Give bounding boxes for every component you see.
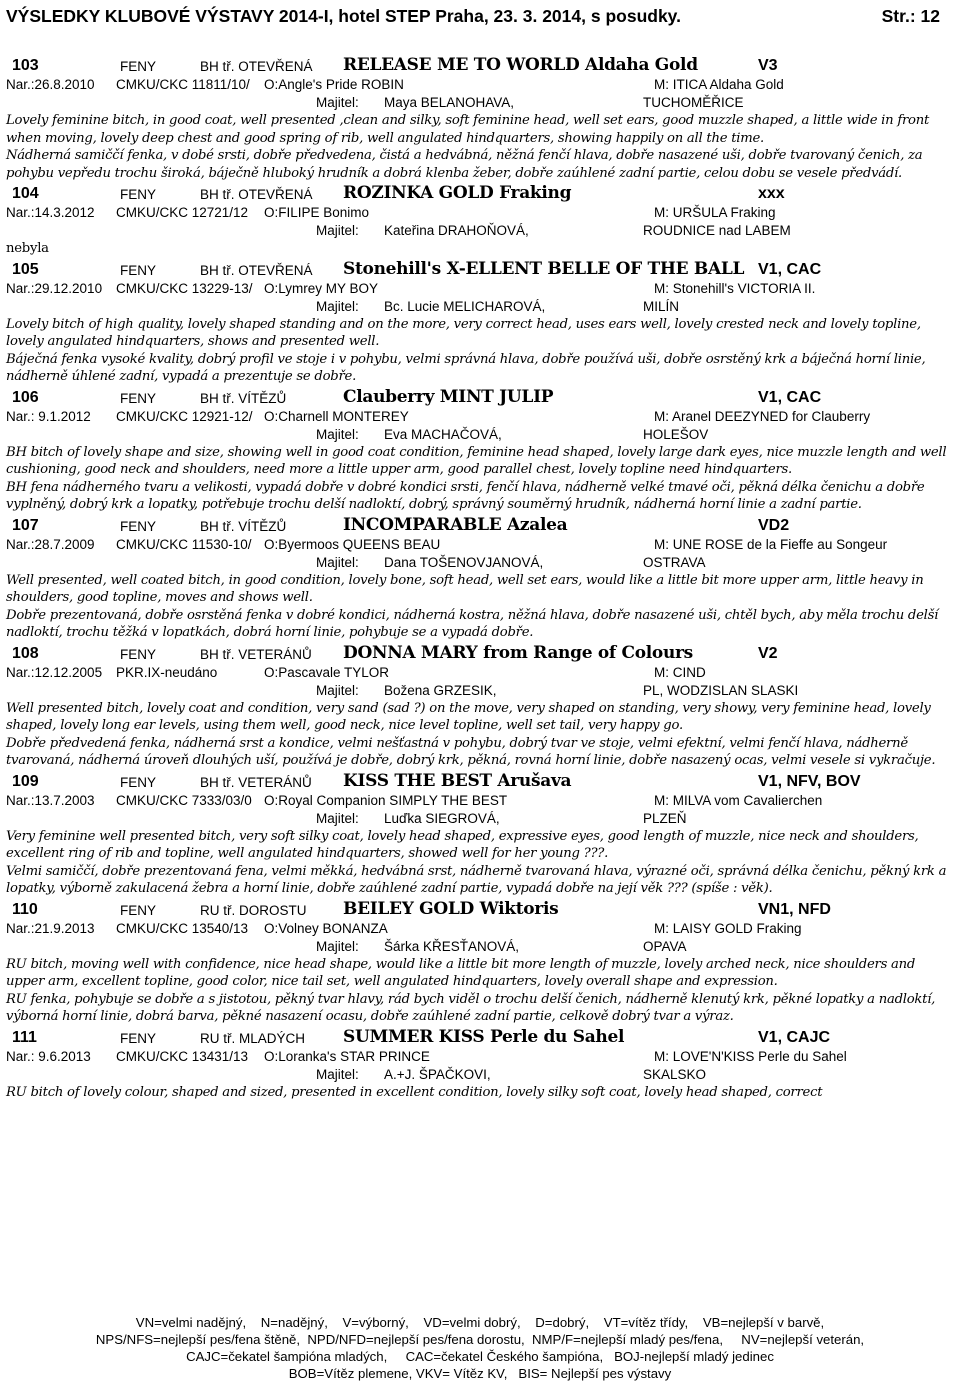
owner-label: Majitel: [316,223,359,238]
registration-number: CMKU/CKC 13431/13 [116,1048,249,1064]
pedigree-line [6,204,954,222]
critique-czech: BH fena nádherného tvaru a velikosti, vypadá dobře v dobré kondici srsti, fenčí hlava, nádherně velké tmavé oči, pěkná délka čenichu a dobře vyplněný, dobrý krk a lopatky, potřebuje trochu delší nadloktí, dobrý, správný souměrný hrudník, nádherná horní linie a zadní partie. [6,479,925,512]
critique-czech: Dobře předvedená fenka, nádherná srst a kondice, velmi nešťastná v pohybu, dobrý tvar ve stoje, velmi efektní, velmi fenčí hlava, nádherně tvarovaná, nádherná úroveň dlouhých uší, používá je dobře, dobrý krk, pěkná, rovná horní linie, dobře nasazený ocas, velmi vesele si vykračuje. [6,735,936,768]
legend-line: NPS/NFS=nejlepší pes/fena štěně, NPD/NFD=nejlepší pes/fena dorostu, NMP/F=nejlepší mladý pes/fena, NV=nejlepší veterán, [95,1332,865,1347]
owner-name: Kateřina DRAHOŇOVÁ, [384,223,529,238]
critique-czech: Báječná fenka vysoké kvality, dobrý profil ve stoje i v pohybu, velmi správná hlava, dobře používá uši, dobře osrstěný krk a báječná horní linie, nádherně úhlené zadní, vypadá a prezentuje se dobře. [6,351,926,384]
sex-label: FENY [120,902,157,918]
sex-label: FENY [120,187,157,202]
dog-name: Clauberry MINT JULIP [343,386,554,407]
dog-entry [6,1026,954,1102]
pedigree-line [6,792,954,810]
owner-line [6,222,954,240]
owner-label: Majitel: [316,810,359,826]
birth-date: Nar.:28.7.2009 [6,536,95,552]
dog-name: INCOMPARABLE Azalea [343,514,568,535]
critique-czech: Velmi samiččí, dobře prezentovaná fena, velmi měkká, hedvábná srst, nádherně tvarovaná hlava, výrazné oči, správná délka čenichu, pěkný krk a lopatky, výborně zakulacená žebra a horní linie, dobře zaúhlené zadní partie, vypadá dobře na její věk ??? (spíše : věk). [6,863,947,896]
dog-entry [6,54,954,182]
sire-name: O:Royal Companion SIMPLY THE BEST [264,792,508,808]
sire-name: O:Byermoos QUEENS BEAU [264,536,441,552]
owner-city: MILÍN [643,298,680,314]
class-label: RU tř. MLADÝCH [200,1030,306,1046]
owner-city: PLZEŇ [643,810,687,826]
owner-label: Majitel: [316,298,359,314]
registration-number: CMKU/CKC 13540/13 [116,920,249,936]
owner-city: ROUDNICE nad LABEM [643,223,791,238]
owner-line [6,938,954,956]
sex-label: FENY [120,646,157,662]
pedigree-line [6,920,954,938]
dog-name: BEILEY GOLD Wiktoris [343,898,559,919]
owner-city: TUCHOMĚŘICE [643,95,744,110]
owner-label: Majitel: [316,682,359,698]
owner-name: Luďka SIEGROVÁ, [384,810,500,826]
owner-label: Majitel: [316,1066,359,1082]
dam-name: M: LAISY GOLD Fraking [654,920,802,936]
critique-czech: Dobře prezentovaná, dobře osrstěná fenka v dobré kondici, nádherná kostra, něžná hlava, dobře nasazené uši, chtěl bych, aby měla trochu delší nadloktí, trochu těžká v lopatkách, dobrá horní linie, pohybuje se a vypadá dobře. [6,607,939,640]
owner-name: Šárka KŘESŤANOVÁ, [384,938,520,954]
dog-name: RELEASE ME TO WORLD Aldaha Gold [343,55,698,75]
owner-label: Majitel: [316,95,359,110]
owner-city: OSTRAVA [643,554,706,570]
catalog-number: 111 [12,1028,37,1046]
result-grade: V1, NFV, BOV [758,772,861,790]
critique-english: RU bitch of lovely colour, shaped and sized, presented in excellent condition, lovely silky soft coat, lovely head shaped, correct [6,1084,823,1100]
pedigree-line [6,280,954,298]
owner-label: Majitel: [316,938,359,954]
result-grade: V1, CAC [758,388,822,406]
dog-entry [6,258,954,386]
legend-footer [0,1314,960,1382]
catalog-number: 110 [12,900,38,918]
critique-english: BH bitch of lovely shape and size, showing well in good coat condition, feminine head shaped, lovely large dark eyes, nice muzzle length and well cushioning, good neck and shoulders, need more a little upper arm, good parallel chest, lovely topline need hindquarters. [6,444,947,477]
sex-label: FENY [120,390,157,406]
owner-city: HOLEŠOV [643,426,709,442]
critique-english: nebyla [6,241,49,256]
owner-label: Majitel: [316,426,359,442]
page-title: VÝSLEDKY KLUBOVÉ VÝSTAVY 2014-I, hotel STEP Praha, 23. 3. 2014, s posudky. [6,6,681,26]
dog-entry [6,898,954,1026]
dog-entry [6,514,954,642]
birth-date: Nar.:29.12.2010 [6,280,103,296]
dam-name: M: MILVA vom Cavalierchen [654,792,823,808]
owner-city: SKALSKO [643,1066,707,1082]
class-label: BH tř. OTEVŘENÁ [200,187,313,202]
entry-list [6,54,954,1101]
critique-english: RU bitch, moving well with confidence, nice head shape, would like a little bit more length of muzzle, lovely arched neck, nice shoulders and upper arm, excellent topline, good color, nice tail set, well angulated hindquarters, lovely overall shape and expression. [6,956,916,989]
critique-czech: Nádherná samiččí fenka, v dobé srsti, dobře předvedena, čistá a hedvábná, něžná fenčí hlava, dobře nasazené uši, dobře tvarovaný čenich, za pohybu vepředu trochu široká, báječně hluboký hrudník a dobrá klenba žeber, dobře zaúhlené zadní partie, celou dobu se vesele předvádí. [6,148,923,181]
catalog-number: 105 [12,260,39,278]
dam-name: M: UNE ROSE de la Fieffe au Songeur [654,536,888,552]
catalog-number: 109 [12,772,39,790]
dog-name: ROZINKA GOLD Fraking [343,183,572,203]
registration-number: PKR.IX-neudáno [116,664,218,680]
catalog-number: 108 [12,644,39,662]
owner-name: A.+J. ŠPAČKOVI, [384,1066,491,1082]
dog-entry [6,642,954,770]
owner-label: Majitel: [316,554,359,570]
owner-name: Maya BELANOHAVA, [384,95,515,110]
sire-name: O:Pascavale TYLOR [264,664,390,680]
owner-line [6,1066,954,1084]
result-grade: V1, CAJC [758,1028,831,1046]
entry-heading [6,898,954,920]
dam-name: M: LOVE'N'KISS Perle du Sahel [654,1048,847,1064]
owner-name: Bc. Lucie MELICHAROVÁ, [384,298,546,314]
critique-english: Well presented bitch, lovely coat and condition, very sand (sad ?) on the move, very shaped on standing, very showy, very feminine head, lovely shaped, lovely long ear levels, using them well, good neck, nice level topline, well set tail, very happy go. [6,700,931,733]
owner-name: Dana TOŠENOVJANOVÁ, [384,554,544,570]
owner-city: PL, WODZISLAN SLASKI [643,682,799,698]
entry-heading [6,1026,954,1048]
class-label: BH tř. OTEVŘENÁ [200,59,313,74]
catalog-number: 106 [12,388,39,406]
sex-label: FENY [120,518,157,534]
birth-date: Nar.: 9.1.2012 [6,408,91,424]
class-label: BH tř. VÍTĚZŮ [200,390,287,406]
registration-number: CMKU/CKC 11811/10/ [116,77,250,92]
result-grade: V3 [758,57,778,74]
result-grade: xxx [758,185,785,202]
birth-date: Nar.:12.12.2005 [6,664,103,680]
legend-line: VN=velmi nadějný, N=nadějný, V=výborný, VD=velmi dobrý, D=dobrý, VT=vítěz třídy, VB=nejlepší v barvě, [135,1315,825,1330]
birth-date: Nar.:21.9.2013 [6,920,95,936]
entry-heading [6,54,954,76]
entry-heading [6,258,954,280]
registration-number: CMKU/CKC 11530-10/ [116,536,252,552]
class-label: RU tř. DOROSTU [200,902,307,918]
entry-heading [6,770,954,792]
pedigree-line [6,1048,954,1066]
critique-english: Very feminine well presented bitch, very soft silky coat, lovely head shaped, expressive eyes, good length of muzzle, nice neck and shoulders, excellent ring of rib and topline, well angulated hindquarters, showed well for her young ???. [6,828,919,861]
sex-label: FENY [120,774,157,790]
owner-line [6,810,954,828]
sire-name: O:Loranka's STAR PRINCE [264,1048,430,1064]
catalog-number: 107 [12,516,39,534]
entry-heading [6,182,954,204]
sex-label: FENY [120,262,157,278]
page-number: Str.: 12 [881,6,940,26]
class-label: BH tř. VETERÁNŮ [200,646,312,662]
sire-name: O:Angle's Pride ROBIN [264,77,404,92]
dog-name: DONNA MARY from Range of Colours [343,642,693,663]
owner-line [6,94,954,112]
dam-name: M: CIND [654,664,706,680]
sex-label: FENY [120,1030,157,1046]
birth-date: Nar.: 9.6.2013 [6,1048,91,1064]
sire-name: O:Charnell MONTEREY [264,408,409,424]
class-label: BH tř. VETERÁNŮ [200,774,312,790]
owner-name: Božena GRZESIK, [384,682,497,698]
dam-name: M: ITICA Aldaha Gold [654,77,784,92]
owner-line [6,426,954,444]
legend-line: BOB=Vítěz plemene, VKV= Vítěz KV, BIS= Nejlepší pes výstavy [288,1366,672,1381]
catalog-number: 103 [12,57,39,74]
result-grade: VN1, NFD [758,900,831,918]
owner-line [6,554,954,572]
registration-number: CMKU/CKC 7333/03/0 [116,792,252,808]
critique-english: Lovely feminine bitch, in good coat, well presented ,clean and silky, soft feminine head, well set ears, good muzzle shaped, a little wide in front when moving, lovely deep chest and good spring of rib, well angulated hindquarters, showing happily on all the time. [6,113,930,146]
sire-name: O:Volney BONANZA [264,920,388,936]
sire-name: O:Lymrey MY BOY [264,280,379,296]
birth-date: Nar.:26.8.2010 [6,77,95,92]
dog-entry [6,770,954,898]
entry-heading [6,386,954,408]
pedigree-line [6,76,954,94]
pedigree-line [6,408,954,426]
class-label: BH tř. VÍTĚZŮ [200,518,287,534]
entry-heading [6,642,954,664]
critique-english: Well presented, well coated bitch, in good condition, lovely bone, soft head, well set ears, would like a little bit more upper arm, little heavy in shoulders, good topline, moves and shows well. [6,572,924,605]
registration-number: CMKU/CKC 12721/12 [116,205,249,220]
sex-label: FENY [120,59,157,74]
owner-line [6,298,954,316]
registration-number: CMKU/CKC 13229-13/ [116,280,253,296]
legend-line: CAJC=čekatel šampióna mladých, CAC=čekatel Českého šampióna, BOJ-nejlepší mladý jedinec [186,1349,774,1364]
registration-number: CMKU/CKC 12921-12/ [116,408,253,424]
entry-heading [6,514,954,536]
dog-name: Stonehill's X-ELLENT BELLE OF THE BALL [343,258,745,279]
critique-english: Lovely bitch of high quality, lovely shaped standing and on the more, very correct head, uses ears well, lovely crested neck and lovely topline, lovely angulated hindquarters, shows and presented well. [6,316,921,349]
dog-entry [6,386,954,514]
sire-name: O:FILIPE Bonimo [264,205,370,220]
owner-name: Eva MACHAČOVÁ, [384,426,502,442]
result-grade: V1, CAC [758,260,822,278]
dam-name: M: URŠULA Fraking [654,205,776,220]
result-grade: VD2 [758,516,790,534]
pedigree-line [6,664,954,682]
dog-name: KISS THE BEST Arušava [343,770,572,791]
result-grade: V2 [758,644,778,662]
page-header [6,6,954,27]
pedigree-line [6,536,954,554]
class-label: BH tř. OTEVŘENÁ [200,262,313,278]
birth-date: Nar.:13.7.2003 [6,792,95,808]
owner-line [6,682,954,700]
dam-name: M: Stonehill's VICTORIA II. [654,280,816,296]
owner-city: OPAVA [643,938,687,954]
critique-czech: RU fenka, pohybuje se dobře a s jistotou, pěkný tvar hlavy, rád bych viděl o trochu delší čenich, nádherně klenutý krk, pěkné lopatky a nadloktí, výborná horní linie, dobrá barva, pěkné nasazení ocasu, dobře zaúhlené zadní partie, celkově dobrý tvar a výraz. [6,991,936,1024]
birth-date: Nar.:14.3.2012 [6,205,95,220]
catalog-number: 104 [12,185,39,202]
dam-name: M: Aranel DEEZYNED for Clauberry [654,408,871,424]
dog-entry [6,182,954,258]
dog-name: SUMMER KISS Perle du Sahel [343,1026,625,1047]
